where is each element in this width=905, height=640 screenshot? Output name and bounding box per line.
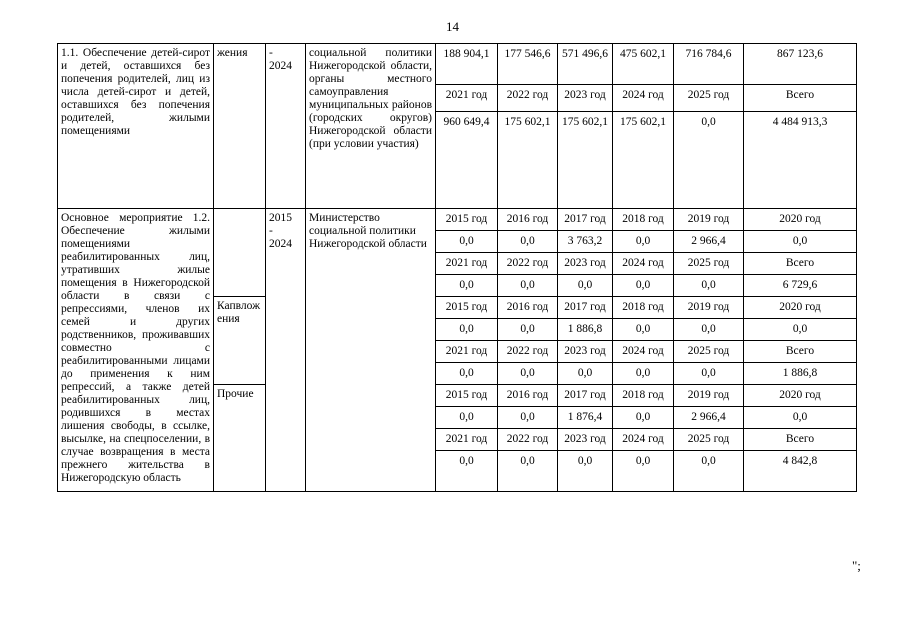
- value-cell: 2 966,4: [674, 407, 744, 429]
- year-cell: 2021 год: [436, 429, 498, 451]
- value-cell: 0,0: [613, 407, 674, 429]
- year-cell: 2023 год: [558, 85, 613, 112]
- year-cell: 2025 год: [674, 341, 744, 363]
- value-cell: 0,0: [744, 231, 857, 253]
- value-cell: 0,0: [613, 275, 674, 297]
- year-cell: 2022 год: [498, 253, 558, 275]
- year-cell: Всего: [744, 429, 857, 451]
- year-cell: 2025 год: [674, 253, 744, 275]
- funding-source-total: [214, 209, 266, 297]
- year-cell: 2016 год: [498, 297, 558, 319]
- value-cell: 0,0: [674, 319, 744, 341]
- value-cell: 0,0: [498, 231, 558, 253]
- value-cell: 0,0: [674, 363, 744, 385]
- year-cell: 2019 год: [674, 385, 744, 407]
- year-cell: 2020 год: [744, 209, 857, 231]
- value-cell: 0,0: [613, 451, 674, 492]
- value-cell: 0,0: [613, 363, 674, 385]
- year-cell: 2022 год: [498, 341, 558, 363]
- year-cell: Всего: [744, 85, 857, 112]
- value-cell: 4 842,8: [744, 451, 857, 492]
- value-cell: 0,0: [436, 363, 498, 385]
- value-cell: 1 886,8: [744, 363, 857, 385]
- value-cell: 0,0: [744, 319, 857, 341]
- value-cell: 960 649,4: [436, 112, 498, 209]
- value-cell: 1 886,8: [558, 319, 613, 341]
- measure-description: 1.1. Обеспечение детей-сирот и детей, оставшихся без попечения родителей, лиц из числа детей-сирот и детей, оставшихся без попечения родителей, жилыми помещениями: [58, 44, 214, 209]
- period-start: 2015: [269, 212, 292, 224]
- value-cell: 0,0: [436, 451, 498, 492]
- value-cell: 0,0: [674, 112, 744, 209]
- year-cell: 2023 год: [558, 253, 613, 275]
- period-dash: -: [269, 225, 273, 237]
- funding-source-other: Прочие: [214, 385, 266, 492]
- value-cell: 867 123,6: [744, 44, 857, 85]
- value-cell: 0,0: [436, 275, 498, 297]
- year-cell: Всего: [744, 253, 857, 275]
- year-cell: 2019 год: [674, 209, 744, 231]
- responsible-executor: Министерство социальной политики Нижегородской области: [306, 209, 436, 492]
- value-cell: 716 784,6: [674, 44, 744, 85]
- value-cell: 2 966,4: [674, 231, 744, 253]
- value-cell: 0,0: [498, 319, 558, 341]
- value-cell: 0,0: [498, 275, 558, 297]
- program-measures-table: [57, 43, 857, 492]
- value-cell: 475 602,1: [613, 44, 674, 85]
- year-cell: 2021 год: [436, 253, 498, 275]
- value-cell: 571 496,6: [558, 44, 613, 85]
- year-cell: 2024 год: [613, 253, 674, 275]
- year-cell: 2024 год: [613, 85, 674, 112]
- year-cell: 2025 год: [674, 429, 744, 451]
- year-cell: 2022 год: [498, 429, 558, 451]
- table-row: [58, 209, 857, 231]
- value-cell: 175 602,1: [613, 112, 674, 209]
- year-cell: Всего: [744, 341, 857, 363]
- value-cell: 0,0: [436, 319, 498, 341]
- year-cell: 2023 год: [558, 429, 613, 451]
- value-cell: 188 904,1: [436, 44, 498, 85]
- value-cell: 0,0: [498, 451, 558, 492]
- year-cell: 2015 год: [436, 209, 498, 231]
- year-cell: 2016 год: [498, 385, 558, 407]
- period-end: 2024: [269, 60, 292, 72]
- measure-description: Основное мероприятие 1.2. Обеспечение жилыми помещениями реабилитированных лиц, утративших жилые помещения в Нижегородской области в связи с репрессиями, членов их семей и других родственников, проживавших совместно с реабилитированными лицами до применения к ним репрессий, а также детей реабилитированных лиц, родившихся в местах лишения свободы, в ссылке, высылке, на спецпоселении, в случае возвращения в места прежнего жительства в Нижегородскую область: [58, 209, 214, 492]
- year-cell: 2018 год: [613, 385, 674, 407]
- period: [266, 209, 306, 492]
- value-cell: 175 602,1: [498, 112, 558, 209]
- value-cell: 0,0: [436, 407, 498, 429]
- year-cell: 2024 год: [613, 429, 674, 451]
- year-cell: 2015 год: [436, 297, 498, 319]
- value-cell: 0,0: [558, 363, 613, 385]
- funding-source: жения: [214, 44, 266, 209]
- year-cell: 2018 год: [613, 297, 674, 319]
- value-cell: 0,0: [613, 231, 674, 253]
- year-cell: 2020 год: [744, 297, 857, 319]
- value-cell: 4 484 913,3: [744, 112, 857, 209]
- value-cell: 3 763,2: [558, 231, 613, 253]
- value-cell: 6 729,6: [744, 275, 857, 297]
- year-cell: 2017 год: [558, 385, 613, 407]
- value-cell: 0,0: [674, 275, 744, 297]
- year-cell: 2015 год: [436, 385, 498, 407]
- period-dash: -: [269, 47, 273, 59]
- value-cell: 0,0: [498, 363, 558, 385]
- year-cell: 2025 год: [674, 85, 744, 112]
- period-end: 2024: [269, 238, 292, 250]
- year-cell: 2024 год: [613, 341, 674, 363]
- value-cell: 0,0: [674, 451, 744, 492]
- value-cell: 175 602,1: [558, 112, 613, 209]
- funding-source-capital: Капвложения: [214, 297, 266, 385]
- year-cell: 2017 год: [558, 297, 613, 319]
- year-cell: 2023 год: [558, 341, 613, 363]
- table-row: [58, 44, 857, 85]
- year-cell: 2017 год: [558, 209, 613, 231]
- value-cell: 177 546,6: [498, 44, 558, 85]
- closing-quote-mark: ";: [852, 558, 861, 573]
- year-cell: 2020 год: [744, 385, 857, 407]
- value-cell: 0,0: [558, 275, 613, 297]
- year-cell: 2022 год: [498, 85, 558, 112]
- responsible-executor: социальной политики Нижегородской области, органы местного самоуправления муниципальных районов (городских округов) Нижегородской области (при условии участия): [306, 44, 436, 209]
- value-cell: 0,0: [436, 231, 498, 253]
- year-cell: 2019 год: [674, 297, 744, 319]
- value-cell: 0,0: [498, 407, 558, 429]
- value-cell: 0,0: [558, 451, 613, 492]
- year-cell: 2021 год: [436, 341, 498, 363]
- year-cell: 2018 год: [613, 209, 674, 231]
- year-cell: 2016 год: [498, 209, 558, 231]
- value-cell: 1 876,4: [558, 407, 613, 429]
- page-number: 14: [446, 19, 459, 34]
- year-cell: 2021 год: [436, 85, 498, 112]
- value-cell: 0,0: [613, 319, 674, 341]
- period: [266, 44, 306, 209]
- value-cell: 0,0: [744, 407, 857, 429]
